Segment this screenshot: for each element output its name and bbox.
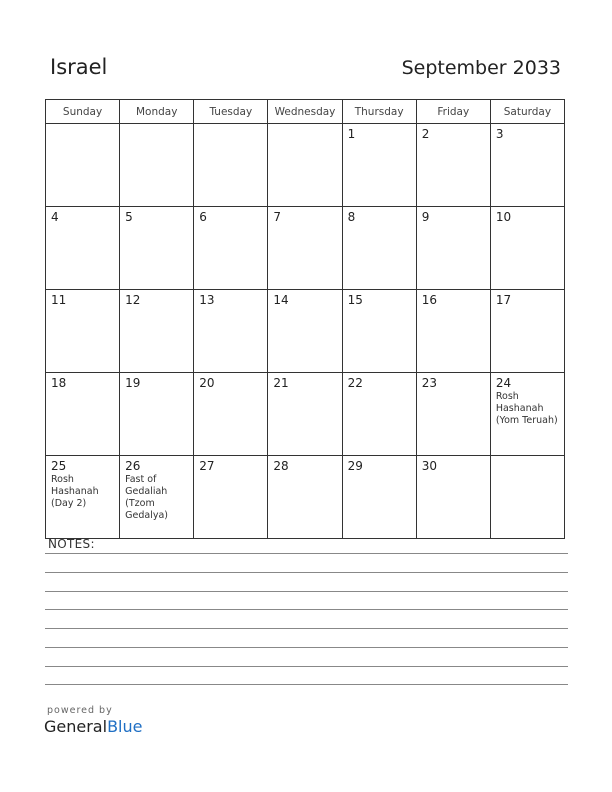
calendar-day-cell <box>46 290 120 373</box>
day-number: 27 <box>199 459 215 473</box>
generalblue-logo[interactable] <box>44 717 142 736</box>
weekday-wednesday: Wednesday <box>268 100 342 124</box>
day-number: 19 <box>125 376 141 390</box>
calendar-day-cell <box>416 290 490 373</box>
calendar-day-cell <box>268 373 342 456</box>
powered-by-text: powered by <box>47 705 113 716</box>
day-number: 30 <box>421 459 437 473</box>
day-number: 25 <box>51 459 67 473</box>
calendar-day-cell <box>490 124 564 207</box>
country-title: Israel <box>50 55 108 79</box>
calendar-week-row <box>46 456 565 539</box>
calendar-day-cell <box>342 290 416 373</box>
note-line <box>45 553 568 554</box>
brand-general: General <box>44 717 108 736</box>
calendar-day-cell <box>342 207 416 290</box>
calendar-day-cell <box>342 373 416 456</box>
calendar-day-cell <box>416 456 490 539</box>
calendar-day-cell <box>120 124 194 207</box>
day-number: 20 <box>199 376 215 390</box>
day-number: 7 <box>273 210 282 224</box>
day-number: 26 <box>125 459 141 473</box>
day-number: 18 <box>51 376 67 390</box>
calendar-day-cell <box>490 456 564 539</box>
notes-label: NOTES: <box>48 537 95 551</box>
calendar-grid <box>45 99 565 539</box>
day-number: 6 <box>199 210 207 224</box>
calendar-day-cell <box>46 207 120 290</box>
calendar-day-cell <box>194 207 268 290</box>
calendar-day-cell <box>46 373 120 456</box>
day-number: 1 <box>347 127 356 141</box>
calendar-day-cell <box>268 290 342 373</box>
day-number: 5 <box>125 210 133 224</box>
calendar-day-cell <box>120 290 194 373</box>
month-year-title: September 2033 <box>401 57 561 79</box>
calendar-day-cell <box>268 207 342 290</box>
calendar-day-cell <box>490 290 564 373</box>
calendar-week-row <box>46 373 565 456</box>
note-line <box>45 684 568 685</box>
calendar-day-cell <box>120 373 194 456</box>
day-number: 13 <box>199 293 215 307</box>
day-number: 17 <box>495 293 512 307</box>
calendar-day-cell <box>194 124 268 207</box>
day-number: 28 <box>273 459 289 473</box>
calendar-week-row <box>46 207 565 290</box>
day-number: 8 <box>347 210 356 224</box>
day-number: 14 <box>273 293 289 307</box>
calendar-week-row <box>46 124 565 207</box>
weekday-friday: Friday <box>416 100 490 124</box>
calendar-day-cell <box>490 373 564 456</box>
note-line <box>45 591 568 592</box>
brand-blue: Blue <box>107 717 143 736</box>
note-line <box>45 609 568 610</box>
weekday-saturday: Saturday <box>490 100 564 124</box>
day-number: 10 <box>495 210 512 224</box>
holiday-label: Fast of Gedaliah (Tzom Gedalya) <box>125 474 168 521</box>
calendar-day-cell <box>342 124 416 207</box>
day-number: 3 <box>495 127 504 141</box>
calendar-day-cell <box>194 456 268 539</box>
calendar-day-cell <box>416 207 490 290</box>
calendar-day-cell <box>268 124 342 207</box>
holiday-label: Rosh Hashanah (Day 2) <box>51 474 99 509</box>
day-number: 15 <box>347 293 363 307</box>
holiday-label: Rosh Hashanah (Yom Teruah) <box>495 391 558 426</box>
weekday-header-row <box>46 100 565 124</box>
calendar-day-cell <box>46 456 120 539</box>
day-number: 24 <box>495 376 512 390</box>
day-number: 22 <box>347 376 363 390</box>
calendar-day-cell <box>490 207 564 290</box>
day-number: 12 <box>125 293 141 307</box>
weekday-thursday: Thursday <box>342 100 416 124</box>
weekday-monday: Monday <box>120 100 194 124</box>
weekday-sunday: Sunday <box>46 100 120 124</box>
day-number: 21 <box>273 376 289 390</box>
day-number: 4 <box>51 210 59 224</box>
note-line <box>45 666 568 667</box>
weekday-tuesday: Tuesday <box>194 100 268 124</box>
day-number: 16 <box>421 293 437 307</box>
calendar-day-cell <box>120 207 194 290</box>
note-line <box>45 628 568 629</box>
calendar-week-row <box>46 290 565 373</box>
calendar-day-cell <box>416 124 490 207</box>
calendar-day-cell <box>194 290 268 373</box>
day-number: 11 <box>51 293 67 307</box>
calendar-day-cell <box>268 456 342 539</box>
day-number: 9 <box>421 210 430 224</box>
calendar-day-cell <box>194 373 268 456</box>
calendar-day-cell <box>416 373 490 456</box>
note-line <box>45 647 568 648</box>
note-line <box>45 572 568 573</box>
day-number: 2 <box>421 127 430 141</box>
calendar-day-cell <box>46 124 120 207</box>
day-number: 23 <box>421 376 437 390</box>
calendar-body <box>46 124 565 539</box>
calendar-day-cell <box>342 456 416 539</box>
day-number: 29 <box>347 459 363 473</box>
calendar-day-cell <box>120 456 194 539</box>
